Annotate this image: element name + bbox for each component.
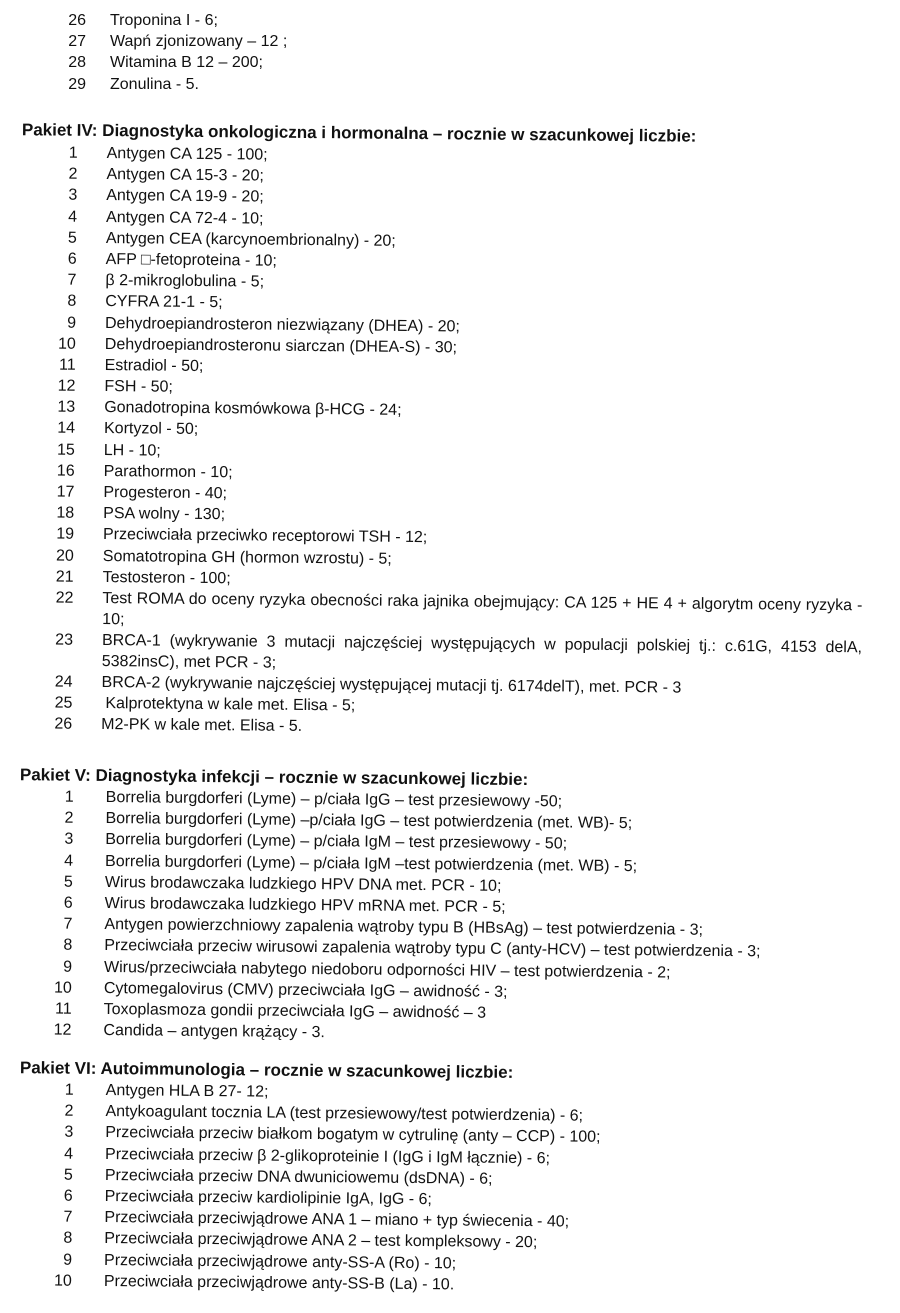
item-number: 8	[63, 1229, 73, 1248]
item-text: Borrelia burgdorferi (Lyme) –p/ciała IgG – test potwierdzenia (met. WB)- 5;	[105, 810, 633, 833]
item-text: AFP □-fetoproteina - 10;	[105, 250, 277, 270]
item-number: 1	[68, 144, 78, 162]
item-number: 24	[54, 673, 73, 691]
item-text: Candida – antygen krążący - 3.	[103, 1022, 325, 1042]
item-text: Wirus brodawczaka ludzkiego HPV DNA met. PCR - 10;	[104, 873, 502, 895]
item-number: 4	[64, 852, 74, 870]
item-number: 17	[56, 483, 75, 501]
item-text: LH - 10;	[103, 441, 161, 460]
item-text: Witamina B 12 – 200;	[110, 54, 263, 72]
item-text: Kalprotektyna w kale met. Elisa - 5;	[105, 695, 356, 715]
item-text: Wirus/przeciwciała nabytego niedoboru odporności HIV – test potwierdzenia - 2;	[103, 958, 671, 981]
item-number: 12	[53, 1021, 72, 1039]
item-text: PSA wolny - 130;	[103, 505, 226, 524]
list-item	[0, 10, 900, 31]
item-number: 10	[53, 979, 72, 997]
item-text: Zonulina - 5.	[110, 75, 199, 93]
item-text: Borrelia burgdorferi (Lyme) – p/ciała IgG – test przesiewowy -50;	[105, 789, 563, 811]
item-number: 3	[64, 830, 74, 849]
item-number: 25	[54, 694, 73, 712]
list-item	[0, 74, 900, 95]
item-number: 18	[56, 504, 75, 522]
item-list	[0, 10, 900, 95]
item-text: Antygen CA 72-4 - 10;	[105, 208, 264, 228]
section-heading: Pakiet IV: Diagnostyka onkologiczna i hormonalna – rocznie w szacunkowej liczbie:	[21, 120, 697, 146]
item-text: Parathormon - 10;	[103, 462, 233, 482]
item-list	[0, 1079, 900, 1300]
item-number: 7	[67, 271, 77, 289]
item-text: Przeciwciała przeciwjądrowe ANA 2 – test kompleksowy - 20;	[104, 1230, 538, 1252]
item-number: 12	[57, 377, 76, 395]
item-text: Przeciwciała przeciwko receptorowi TSH - 12;	[102, 526, 428, 547]
item-text: Antygen CA 19-9 - 20;	[106, 187, 264, 206]
item-number: 2	[68, 165, 78, 183]
item-number: 14	[57, 420, 76, 438]
item-number: 9	[63, 958, 73, 976]
item-number: 26	[54, 715, 73, 734]
item-number: 8	[63, 936, 73, 955]
item-number: 23	[55, 631, 74, 649]
section-heading: Pakiet VI: Autoimmunologia – rocznie w szacunkowej liczbie:	[19, 1058, 514, 1082]
item-number: 13	[57, 398, 76, 416]
pakiet-v-section	[0, 765, 900, 1042]
item-text: Przeciwciała przeciw białkom bogatym w cytrulinę (anty – CCP) - 100;	[105, 1124, 601, 1147]
item-number: 9	[67, 314, 77, 332]
item-number: 26	[68, 12, 86, 29]
item-number: 11	[58, 356, 76, 374]
item-text: M2-PK w kale met. Elisa - 5.	[101, 716, 303, 736]
item-text: Przeciwciała przeciw kardiolipinie IgA, IgG - 6;	[104, 1187, 432, 1209]
item-number: 5	[67, 229, 77, 247]
item-text: Toxoplasmoza gondii przeciwciała IgG – awidność – 3	[103, 1000, 487, 1022]
item-text: Antygen CA 15-3 - 20;	[106, 166, 264, 185]
item-text: FSH - 50;	[104, 378, 173, 396]
item-text: Dehydroepiandrosteron niezwiązany (DHEA) - 20;	[104, 314, 460, 335]
item-number: 9	[63, 1251, 73, 1269]
item-text: CYFRA 21-1 - 5;	[105, 293, 223, 312]
item-text: Antygen CEA (karcynoembrionalny) - 20;	[105, 229, 396, 250]
item-text: Przeciwciała przeciw β 2-glikoproteinie I (IgG i IgM łącznie) - 6;	[105, 1145, 551, 1167]
item-number: 7	[63, 1208, 73, 1226]
item-number: 7	[63, 915, 73, 933]
list-item	[0, 52, 900, 73]
item-text: Test ROMA do oceny ryzyka obecności raka jajnika obejmujący: CA 125 + HE 4 + algorytm oceny ryzyka - 10;	[102, 589, 863, 629]
item-number: 3	[64, 1123, 74, 1142]
item-text: Antygen powierzchniowy zapalenia wątroby typu B (HBsAg) – test potwierdzenia - 3;	[104, 916, 704, 939]
item-number: 5	[63, 873, 73, 891]
item-text: Estradiol - 50;	[104, 356, 204, 375]
item-text: Borrelia burgdorferi (Lyme) – p/ciała IgM – test przesiewowy - 50;	[105, 831, 568, 853]
item-number: 6	[63, 894, 73, 912]
item-number: 6	[63, 1187, 73, 1205]
item-number: 20	[55, 547, 74, 565]
item-number: 8	[67, 292, 77, 311]
item-text: Przeciwciała przeciw wirusowi zapalenia wątroby typu C (anty-HCV) – test potwierdzenia - 3;	[104, 937, 761, 961]
item-text: Przeciwciała przeciw DNA dwuniciowemu (dsDNA) - 6;	[104, 1166, 493, 1188]
item-text: Antykoagulant tocznia LA (test przesiewowy/test potwierdzenia) - 6;	[105, 1103, 584, 1125]
item-text: BRCA-2 (wykrywanie najczęściej występującej mutacji tj. 6174delT), met. PCR - 3	[101, 673, 682, 697]
item-list	[0, 786, 900, 1049]
item-text: Borrelia burgdorferi (Lyme) – p/ciała IgM –test potwierdzenia (met. WB) - 5;	[105, 852, 638, 875]
item-list	[0, 142, 900, 743]
pakiet-vi-section	[0, 1058, 900, 1294]
item-number: 19	[56, 525, 75, 544]
pakiet-iv-section	[0, 120, 900, 736]
item-text: Gonadotropina kosmówkowa β-HCG - 24;	[104, 399, 402, 420]
item-number: 15	[56, 441, 75, 459]
item-number: 27	[68, 33, 86, 51]
item-number: 2	[64, 1102, 74, 1120]
item-text: Antygen CA 125 - 100;	[106, 145, 268, 164]
item-text: β 2-mikroglobulina - 5;	[105, 272, 265, 291]
item-text: Antygen HLA B 27- 12;	[105, 1082, 269, 1101]
item-text: Troponina I - 6;	[110, 12, 218, 29]
item-number: 10	[53, 1272, 72, 1290]
item-number: 22	[55, 589, 74, 607]
item-number: 29	[68, 75, 86, 93]
item-text: BRCA-1 (wykrywanie 3 mutacji najczęściej występujących w populacji polskiej tj.: c.61G, 4153 delA, 5382insC), met PCR - 3;	[101, 631, 863, 672]
item-text: Wapń zjonizowany – 12 ;	[110, 33, 288, 51]
section-heading: Pakiet V: Diagnostyka infekcji – rocznie w szacunkowej liczbie:	[19, 765, 529, 790]
item-text: Dehydroepiandrosteronu siarczan (DHEA-S) - 30;	[104, 335, 458, 357]
item-number: 4	[64, 1145, 74, 1163]
item-number: 21	[55, 568, 74, 586]
item-number: 28	[68, 54, 86, 72]
item-number: 10	[57, 335, 76, 353]
item-text: Somatotropina GH (hormon wzrostu) - 5;	[102, 547, 392, 568]
item-text: Testosteron - 100;	[102, 568, 231, 587]
item-text: Wirus brodawczaka ludzkiego HPV mRNA met. PCR - 5;	[104, 894, 506, 916]
item-text: Przeciwciała przeciwjądrowe anty-SS-B (La) - 10.	[103, 1272, 455, 1294]
item-number: 5	[63, 1166, 73, 1184]
item-text: Przeciwciała przeciwjądrowe anty-SS-A (Ro) - 10;	[103, 1251, 457, 1272]
item-number: 11	[54, 1000, 72, 1018]
item-number: 1	[64, 1081, 74, 1099]
item-number: 4	[68, 208, 78, 226]
item-number: 6	[67, 250, 77, 268]
item-text: Kortyzol - 50;	[103, 420, 199, 439]
item-number: 2	[64, 809, 74, 827]
item-text: Progesteron - 40;	[103, 484, 228, 503]
item-number: 3	[68, 187, 78, 205]
item-text: Cytomegalovirus (CMV) przeciwciała IgG – awidność - 3;	[103, 979, 508, 1001]
item-text: Przeciwciała przeciwjądrowe ANA 1 – miano + typ świecenia - 40;	[104, 1209, 570, 1231]
item-number: 1	[64, 788, 74, 806]
item-number: 16	[56, 462, 75, 480]
list-item	[0, 31, 900, 52]
